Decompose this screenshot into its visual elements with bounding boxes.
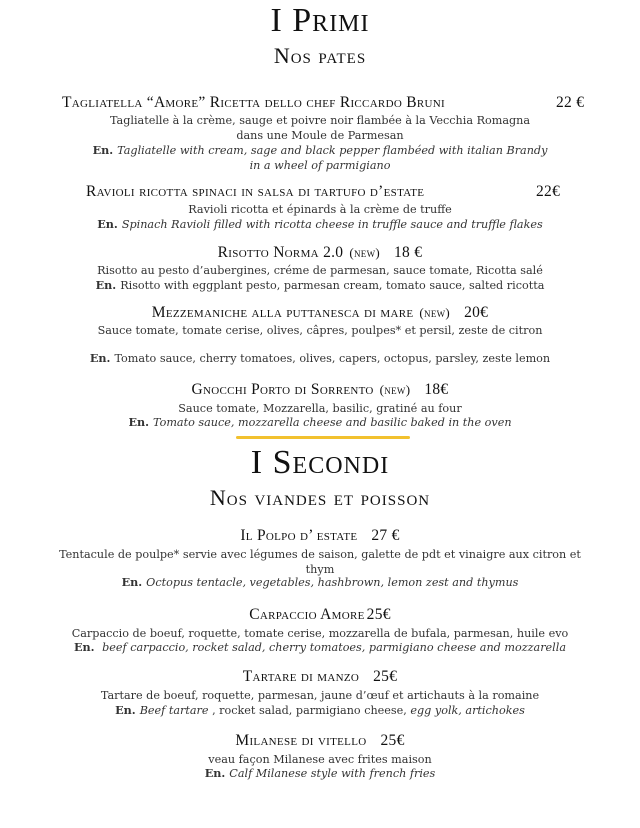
section-title-primi: I Primi: [270, 2, 370, 39]
desc-line: veau façon Milanese avec frites maison: [208, 753, 432, 766]
dish-description-fr: [0, 626, 640, 641]
dish-description-fr: [0, 263, 640, 278]
dish-description-en: [0, 640, 640, 655]
dish-description-en: [0, 415, 640, 430]
en-label: En.: [95, 278, 117, 292]
en-text: egg yolk, artichokes: [410, 704, 525, 717]
dish-price: 18 €: [394, 244, 423, 261]
desc-line: Tentacule de poulpe* servie avec légumes de saison, galette de pdt et vinaigre aux citron et: [59, 548, 581, 561]
dish-price: 25€: [373, 668, 398, 685]
dish-description-fr: [0, 688, 640, 703]
en-text: Tagliatelle with cream, sage and black pepper flambéed with italian Brandy: [117, 144, 548, 157]
dish-description-fr: [0, 752, 640, 767]
dish-price: 27 €: [371, 527, 400, 544]
desc-line: Carpaccio de boeuf, roquette, tomate cerise, mozzarella de bufala, parmesan, huile evo: [71, 627, 569, 640]
dish-name: Mezzemaniche alla puttanesca di mare: [151, 304, 414, 321]
desc-line: Risotto au pesto d’aubergines, créme de parmesan, sauce tomate, Ricotta salé: [97, 264, 543, 277]
en-label: En.: [115, 703, 136, 717]
new-badge: (new): [349, 245, 380, 260]
dish-name: Milanese di vitello: [235, 732, 367, 749]
dish-description-en: [0, 351, 640, 366]
en-label: En.: [92, 143, 114, 157]
en-text: Calf Milanese style with french fries: [229, 767, 436, 780]
en-text: beef carpaccio, rocket salad, cherry tomatoes, parmigiano cheese and mozzarella: [98, 641, 566, 654]
dish-description-en: [0, 278, 640, 293]
dish-price: 18€: [424, 381, 449, 398]
dish-heading: [0, 527, 640, 545]
section-title-secondi: I Secondi: [250, 444, 390, 481]
en-label: En.: [128, 415, 149, 429]
en-text: Beef tartare: [139, 704, 209, 717]
new-badge: (new): [419, 305, 451, 320]
dish-heading: [0, 732, 640, 750]
dish-name: Ravioli ricotta spinaci in salsa di tartufo d’estate: [86, 183, 425, 200]
desc-line: Tartare de boeuf, roquette, parmesan, jaune d’œuf et artichauts à la romaine: [100, 689, 540, 702]
dish-description-fr: [0, 113, 640, 143]
dish-name: Tagliatella “Amore” Ricetta dello chef Riccardo Bruni: [62, 94, 445, 111]
dish-name: Risotto Norma 2.0: [217, 244, 344, 261]
en-label: En.: [97, 217, 118, 231]
desc-line: Sauce tomate, tomate cerise, olives, câpres, poulpes* et persil, zeste de citron: [97, 324, 543, 337]
dish-description-fr: [0, 323, 640, 338]
en-text: in a wheel of parmigiano: [249, 159, 391, 172]
dish-heading: [0, 606, 640, 624]
dish-name: Gnocchi Porto di Sorrento: [191, 381, 374, 398]
dish-name: Tartare di manzo: [242, 668, 360, 685]
en-text: Octopus tentacle, vegetables, hashbrown, lemon zest and thymus: [146, 576, 519, 589]
en-label: En.: [89, 351, 111, 365]
dish-heading: [0, 668, 640, 686]
dish-heading: [0, 304, 640, 322]
desc-line: Ravioli ricotta et épinards à la crème de truffe: [188, 203, 452, 216]
dish-description-en: [0, 575, 640, 590]
en-label: En.: [204, 766, 226, 780]
dish-price: 22€: [536, 183, 561, 200]
dish-name: Il Polpo d’ estate: [240, 527, 358, 544]
section-subtitle-primi: Nos pates: [273, 43, 367, 68]
en-text: Tomato sauce, cherry tomatoes, olives, capers, octopus, parsley, zeste lemon: [114, 352, 551, 365]
dish-name: Carpaccio Amore: [249, 606, 365, 623]
dish-description-fr: [0, 202, 640, 217]
new-badge: (new): [379, 382, 411, 397]
dish-price: 22 €: [556, 94, 585, 111]
section-subtitle-secondi: Nos viandes et poisson: [209, 485, 431, 510]
desc-line: thym: [305, 563, 335, 576]
dish-price: 25€: [380, 732, 405, 749]
en-label: En.: [121, 575, 143, 589]
dish-description-fr: [0, 401, 640, 416]
dish-description-en: [0, 143, 640, 173]
en-text: Risotto with eggplant pesto, parmesan cream, tomato sauce, salted ricotta: [120, 279, 545, 292]
dish-description-fr: [0, 547, 640, 577]
dish-heading: [0, 244, 640, 262]
desc-line: Tagliatelle à la crème, sauge et poivre noir flambée à la Vecchia Romagna: [109, 114, 531, 127]
dish-description-en: [0, 703, 640, 718]
en-label: En.: [74, 640, 95, 654]
desc-line: Sauce tomate, Mozzarella, basilic, gratiné au four: [178, 402, 462, 415]
dish-description-en: [0, 766, 640, 781]
dish-heading: [0, 381, 640, 399]
dish-price: 25€: [366, 606, 391, 623]
en-text: Tomato sauce, mozzarella cheese and basilic baked in the oven: [153, 416, 512, 429]
dish-price: 20€: [464, 304, 489, 321]
section-divider: [236, 436, 410, 439]
dish-description-en: [0, 217, 640, 232]
en-text: Spinach Ravioli filled with ricotta cheese in truffle sauce and truffle flakes: [121, 218, 543, 231]
desc-line: dans une Moule de Parmesan: [236, 129, 404, 142]
en-text: , rocket salad, parmigiano cheese,: [208, 704, 411, 717]
